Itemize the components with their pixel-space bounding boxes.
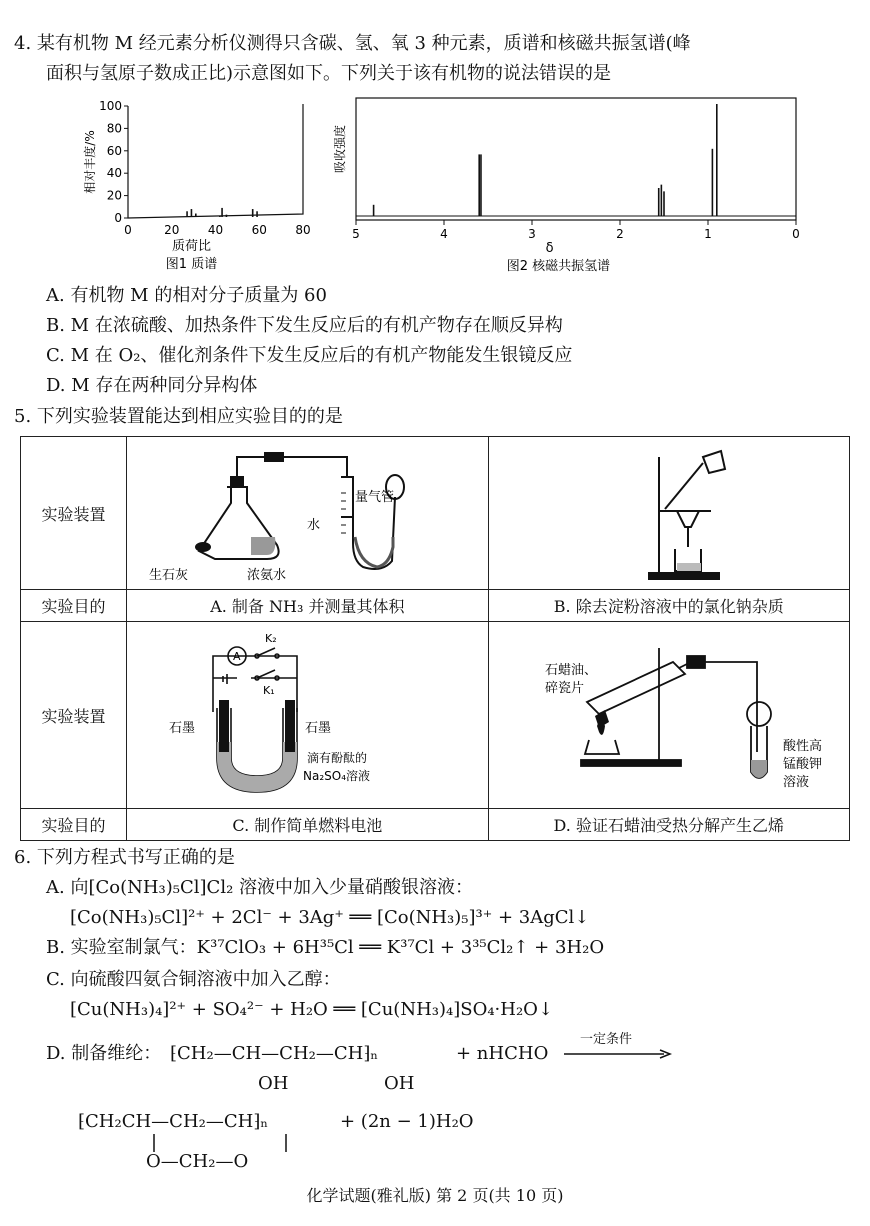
apparatus-d (489, 622, 849, 808)
q6-d-ring: O—CH₂—O (146, 1151, 249, 1172)
experiment-table (20, 436, 850, 841)
label-paraffin-2: 碎瓷片 (544, 681, 584, 696)
label-phenolphthalein: 滴有酚酞的 (307, 751, 368, 765)
q6-d-condition: 一定条件 (580, 1032, 633, 1047)
q6-d-product: ⁅CH₂CH—CH₂—CH⁆ₙ (78, 1111, 269, 1132)
apparatus-c (127, 622, 487, 808)
nmr-caption: 图2 核磁共振氢谱 (506, 259, 611, 274)
mass-caption: 图1 质谱 (165, 257, 218, 272)
q4-stem-line2: 面积与氢原子数成正比)示意图如下。下列关于该有机物的说法错误的是 (46, 63, 612, 84)
label-kmno4-1: 酸性高 (782, 739, 822, 754)
goal-c: C. 制作简单燃料电池 (127, 809, 488, 841)
label-quicklime: 生石灰 (149, 568, 189, 583)
goal-a: A. 制备 NH₃ 并测量其体积 (127, 590, 488, 622)
nmr-x-tick-label: 3 (528, 227, 536, 241)
mass-y-tick-label: 60 (106, 143, 122, 158)
q4-option-c: C. M 在 O₂、催化剂条件下发生反应后的有机产物能发生银镜反应 (46, 345, 573, 366)
q6-equation-c: [Cu(NH₃)₄]²⁺ + SO₄²⁻ + H₂O ══ [Cu(NH₃)₄]SO₄·H₂O↓ (70, 999, 554, 1020)
q6-d-reagent: + nHCHO (456, 1043, 549, 1064)
mass-y-tick-label: 80 (106, 121, 122, 136)
apparatus-a (127, 437, 487, 589)
q4-option-a: A. 有机物 M 的相对分子质量为 60 (46, 285, 327, 306)
label-gas-tube: 量气管 (355, 490, 395, 505)
mass-x-tick-label: 20 (164, 223, 180, 237)
mass-y-tick-label: 100 (99, 99, 122, 113)
mass-spectrum-chart (78, 96, 328, 278)
nmr-x-tick-label: 2 (616, 227, 624, 241)
mass-y-tick-label: 0 (114, 211, 122, 225)
row-label-apparatus-2: 实验装置 (21, 622, 127, 809)
q6-option-b: B. 实验室制氯气：K³⁷ClO₃ + 6H³⁵Cl ══ K³⁷Cl + 3³⁵Cl₂↑ + 3H₂O (46, 937, 605, 958)
q6-option-c: C. 向硫酸四氨合铜溶液中加入乙醇： (46, 969, 341, 990)
nmr-frame (356, 98, 796, 220)
q4-option-d: D. M 存在两种同分异构体 (46, 375, 258, 396)
q6-stem: 6. 下列方程式书写正确的是 (14, 847, 235, 868)
row-label-goal-2: 实验目的 (21, 809, 127, 841)
label-paraffin-1: 石蜡油、 (544, 663, 597, 678)
nmr-y-label: 吸收强度 (333, 124, 347, 174)
q5-stem: 5. 下列实验装置能达到相应实验目的的是 (14, 406, 343, 427)
q6-d-oh-1: OH (258, 1073, 289, 1094)
mass-y-label: 相对丰度/% (83, 130, 97, 194)
label-kmno4-3: 溶液 (782, 775, 809, 790)
label-na2so4: Na₂SO₄溶液 (303, 769, 371, 783)
label-ammonia: 浓氨水 (247, 568, 287, 583)
mass-x-tick-label: 40 (207, 223, 224, 237)
label-kmno4-2: 锰酸钾 (782, 757, 822, 772)
q6-d-reactant: ⁅CH₂—CH—CH₂—CH⁆ₙ (170, 1043, 379, 1064)
q6-equation-a: [Co(NH₃)₅Cl]²⁺ + 2Cl⁻ + 3Ag⁺ ══ [Co(NH₃)₅]³⁺ + 3AgCl↓ (70, 907, 590, 928)
q4-option-b: B. M 在浓硫酸、加热条件下发生反应后的有机产物存在顺反异构 (46, 315, 563, 336)
switch-k2-label: K₂ (265, 632, 277, 645)
label-water: 水 (307, 518, 321, 533)
row-label-apparatus: 实验装置 (21, 437, 127, 590)
apparatus-b (489, 437, 849, 589)
q4-stem-line1: 4. 某有机物 M 经元素分析仪测得只含碳、氢、氧 3 种元素，质谱和核磁共振氢谱(峰 (14, 33, 691, 54)
q6-d-oh-2: OH (384, 1073, 415, 1094)
reaction-arrow (564, 1048, 674, 1060)
label-graphite-left: 石墨 (169, 721, 196, 736)
q6-option-a: A. 向[Co(NH₃)₅Cl]Cl₂ 溶液中加入少量硝酸银溶液： (46, 877, 474, 898)
goal-b: B. 除去淀粉溶液中的氯化钠杂质 (488, 590, 849, 622)
mass-y-tick-label: 20 (106, 188, 122, 203)
ammeter-label: A (233, 650, 241, 663)
nmr-x-tick-label: 4 (440, 227, 448, 241)
nmr-x-label: δ (545, 241, 554, 256)
mass-axes (128, 104, 303, 218)
mass-x-tick-label: 60 (251, 223, 267, 237)
nmr-spectrum-chart (330, 96, 810, 278)
nmr-x-tick-label: 5 (352, 227, 360, 241)
goal-d: D. 验证石蜡油受热分解产生乙烯 (488, 809, 849, 841)
row-label-goal-1: 实验目的 (21, 590, 127, 622)
label-graphite-right: 石墨 (305, 721, 332, 736)
mass-x-label: 质荷比 (171, 239, 212, 254)
nmr-x-tick-label: 0 (792, 227, 800, 241)
mass-y-tick-label: 40 (106, 166, 122, 181)
q6-option-d-label: D. 制备维纶： (46, 1043, 162, 1064)
switch-k1-label: K₁ (263, 684, 275, 697)
mass-x-tick-label: 80 (295, 223, 311, 237)
page-footer: 化学试题(雅礼版) 第 2 页(共 10 页) (306, 1186, 564, 1205)
nmr-x-tick-label: 1 (704, 227, 712, 241)
q6-d-water: + (2n − 1)H₂O (340, 1111, 474, 1132)
mass-x-tick-label: 0 (124, 223, 132, 237)
